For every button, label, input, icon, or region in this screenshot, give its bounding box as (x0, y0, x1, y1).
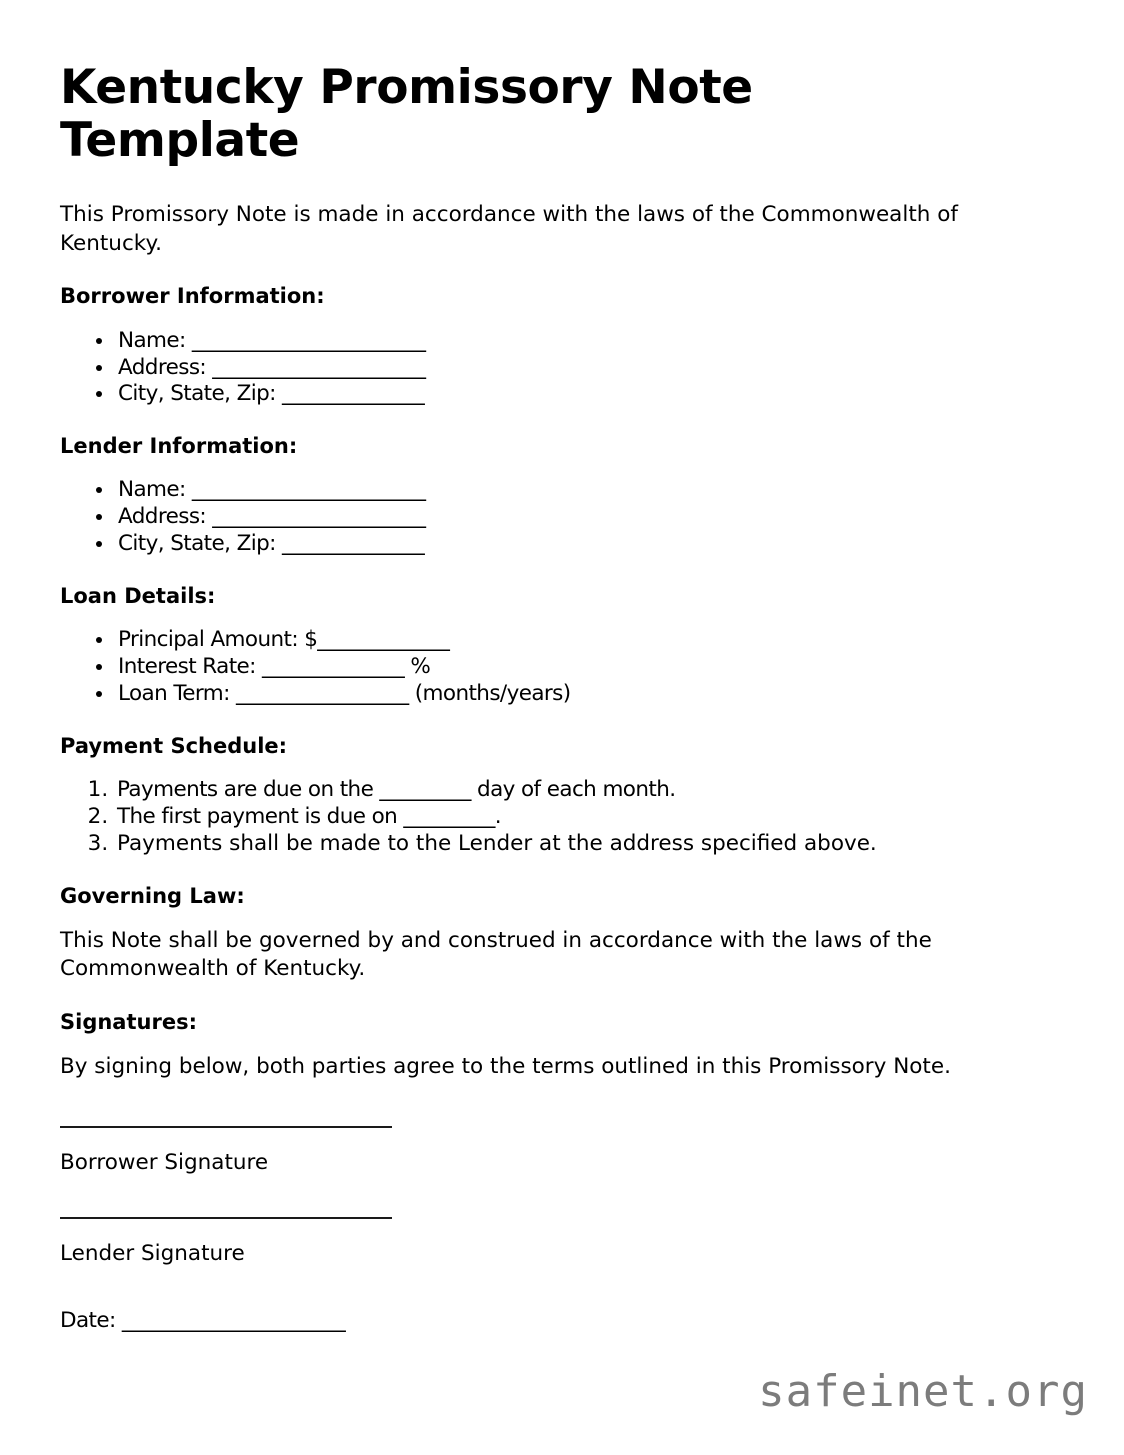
lender-address-field: Address: _____________________ (118, 504, 426, 530)
list-item (115, 504, 986, 531)
list-item (115, 328, 986, 355)
interest-rate-field: Interest Rate: ______________ % (118, 654, 431, 680)
loan-term-field: Loan Term: _________________ (months/years) (118, 681, 571, 706)
governing-law-paragraph: This Note shall be governed by and construed in accordance with the laws of the Commonwealth of Kentucky. (60, 927, 932, 982)
intro-paragraph: This Promissory Note is made in accordance with the laws of the Commonwealth of Kentucky. (60, 202, 958, 256)
section-heading-borrower-information: Borrower Information: (60, 284, 325, 309)
list-item (115, 531, 986, 558)
lender-signature-label: Lender Signature (60, 1240, 245, 1266)
first-payment-date-item: The first payment is due on _________. (117, 803, 502, 829)
borrower-signature-line[interactable] (60, 1126, 392, 1128)
section-heading-payment-schedule: Payment Schedule: (60, 733, 288, 758)
payment-delivery-item: Payments shall be made to the Lender at the address specified above. (117, 830, 877, 856)
list-item (115, 381, 986, 408)
lender-signature-line[interactable] (60, 1217, 392, 1219)
lender-information-list (60, 477, 986, 558)
borrower-information-list (60, 328, 986, 409)
list-item (115, 654, 986, 681)
section-heading-signatures: Signatures: (60, 1010, 197, 1035)
lender-city-state-zip-field: City, State, Zip: ______________ (118, 531, 425, 557)
date-field[interactable]: Date: ______________________ (60, 1307, 346, 1333)
section-heading-governing-law: Governing Law: (60, 883, 245, 908)
borrower-city-state-zip-field: City, State, Zip: ______________ (118, 381, 425, 407)
list-item (115, 831, 986, 858)
principal-amount-field: Principal Amount: $_____________ (118, 627, 450, 653)
list-item (115, 627, 986, 654)
lender-name-field: Name: _______________________ (118, 477, 426, 503)
page-title: Kentucky Promissory Note Template (60, 60, 753, 168)
watermark: safeinet.org (758, 1366, 1088, 1417)
section-heading-loan-details: Loan Details: (60, 584, 216, 609)
payment-due-day-item: Payments are due on the _________ day of each month. (117, 777, 676, 803)
borrower-name-field: Name: _______________________ (118, 327, 426, 353)
signatures-paragraph: By signing below, both parties agree to the terms outlined in this Promissory Note. (60, 1054, 951, 1080)
list-item (115, 804, 986, 831)
section-heading-lender-information: Lender Information: (60, 434, 298, 459)
list-item (115, 355, 986, 382)
payment-schedule-list (60, 777, 986, 858)
list-item (115, 777, 986, 804)
borrower-signature-label: Borrower Signature (60, 1149, 269, 1175)
list-item (115, 477, 986, 504)
loan-details-list (60, 627, 986, 708)
list-item (115, 681, 986, 708)
signature-block (60, 1126, 986, 1335)
borrower-address-field: Address: _____________________ (118, 354, 426, 380)
